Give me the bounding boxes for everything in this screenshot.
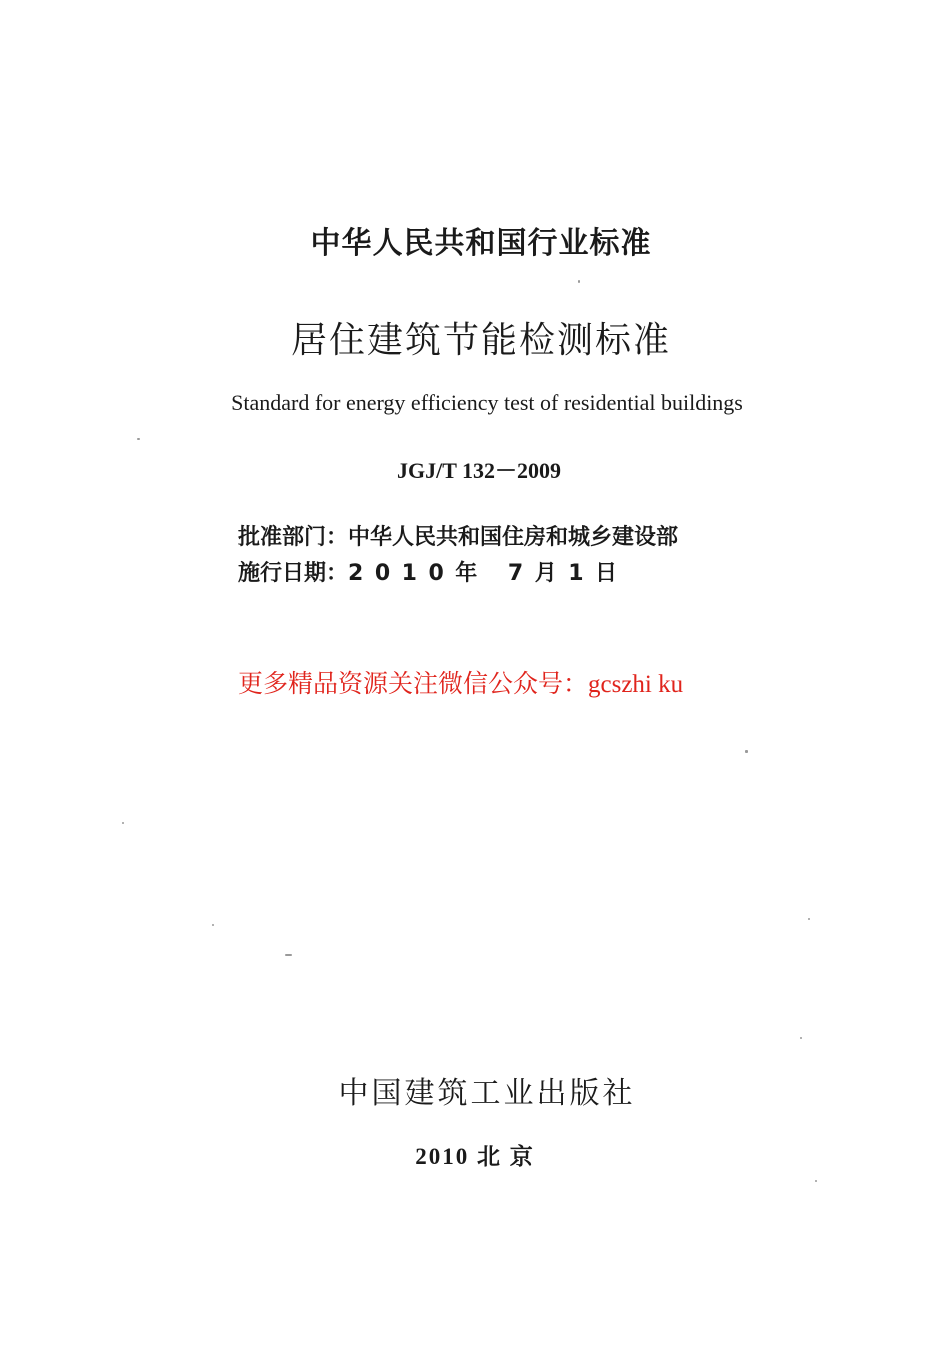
scan-speck bbox=[815, 1180, 817, 1182]
series-title: 中华人民共和国行业标准 bbox=[310, 226, 652, 261]
effective-date bbox=[238, 556, 758, 587]
effective-label: 施行日期： bbox=[238, 561, 349, 586]
approval-department bbox=[238, 520, 758, 551]
scan-speck bbox=[800, 1037, 802, 1039]
scan-speck bbox=[137, 438, 140, 440]
scan-speck bbox=[578, 280, 580, 283]
approval-value: 中华人民共和国住房和城乡建设部 bbox=[348, 525, 679, 550]
document-title-en: Standard for energy efficiency test of residential buildings bbox=[231, 390, 743, 415]
effective-value: 2010年 7月1日 bbox=[348, 561, 629, 586]
scan-speck bbox=[808, 918, 810, 920]
scan-speck bbox=[745, 750, 748, 753]
promo-text: 更多精品资源关注微信公众号：gcszhi ku bbox=[238, 671, 684, 698]
document-title-cn: 居住建筑节能检测标准 bbox=[290, 320, 671, 361]
scan-speck bbox=[285, 954, 292, 956]
scan-speck bbox=[212, 924, 214, 926]
publisher-name: 中国建筑工业出版社 bbox=[338, 1076, 636, 1111]
approval-label: 批准部门： bbox=[238, 525, 349, 550]
publish-place-year: 2010 北 京 bbox=[415, 1144, 535, 1169]
scan-speck bbox=[122, 822, 124, 824]
standard-code: JGJ/T 132－2009 bbox=[396, 458, 561, 483]
